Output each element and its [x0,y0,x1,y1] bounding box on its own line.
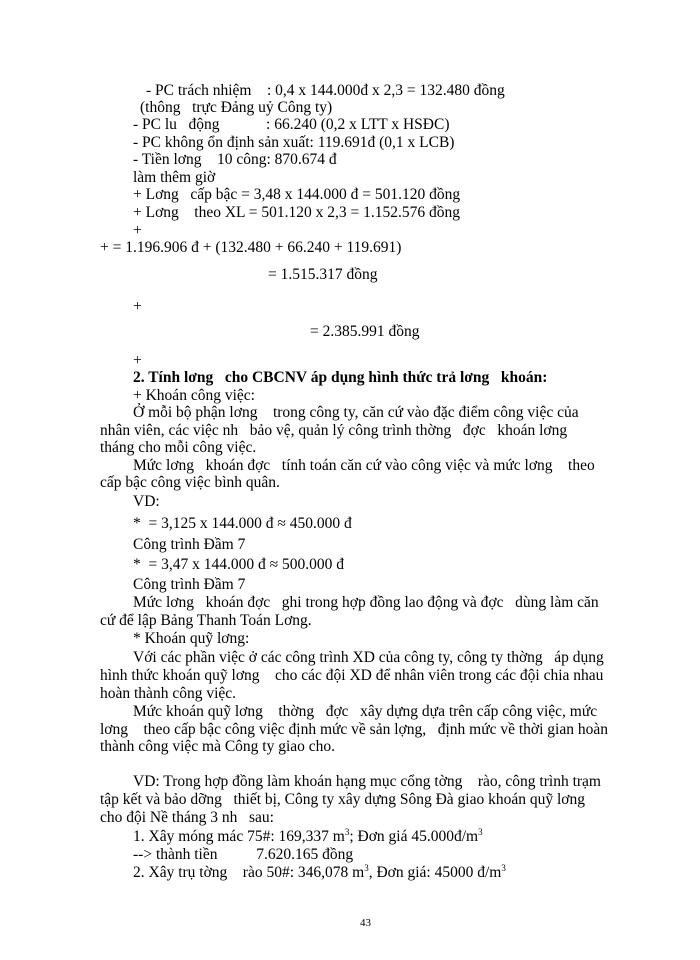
text-line: - PC trách nhiệm : 0,4 x 144.000đ x 2,3 = 132.480 đồng [146,82,505,99]
text-line: + Khoán công việc: [133,387,255,404]
text-line: (thông trực Đảng uỷ Công ty) [140,99,333,116]
page-number: 43 [360,917,371,929]
text-line: Mức khoán quỹ lơng thờng đợc xây dựng dựa trên cấp công việc, mức [133,703,598,720]
text-line: hình thức khoán quỹ lơng cho các đội XD để nhân viên trong các đội chia nhau [100,667,604,684]
text-line: + Lơng cấp bậc = 3,48 x 144.000 đ = 501.120 đồng [133,186,461,203]
text-line: * = 3,125 x 144.000 đ ≈ 450.000 đ [133,515,352,532]
text-line: --> thành tiền 7.620.165 đồng [133,846,354,863]
superscript-cube: 3 [344,826,350,837]
text-line: = 1.515.317 đồng [268,266,378,283]
text-line: VD: Trong hợp đồng làm khoán hạng mục cổng tờng rào, công trình trạm [133,773,601,790]
text-line: - PC không ổn định sản xuất: 119.691đ (0,1 x LCB) [133,134,455,151]
text-line: Với các phần việc ở các công trình XD của công ty, công ty thờng áp dụng [133,649,604,666]
text-line: hoàn thành công việc. [100,685,237,702]
text-line: Ở mỗi bộ phận lơng trong công ty, căn cứ vào đặc điểm công việc của [133,404,579,421]
text-line: Mức lơng khoán đợc ghi trong hợp đồng lao động và đợc dùng làm căn [133,594,599,611]
text-line: VD: [133,493,160,510]
unit-price-text: , Đơn giá: 45000 đ/m [368,864,502,881]
text-line: lơng theo cấp bậc công việc định mức về sản lợng, định mức về thời gian hoàn [100,721,608,738]
text-line: thành công việc mà Công ty giao cho. [100,738,336,755]
superscript-cube: 3 [501,862,506,873]
text-line: Công trình Đầm 7 [133,536,246,553]
text-line: * = 3,47 x 144.000 đ ≈ 500.000 đ [133,556,344,573]
text-line: tập kết và bảo dỡng thiết bị, Công ty xây dựng Sông Đà giao khoán quỹ lơng [100,791,585,808]
text-line: - Tiền lơng 10 công: 870.674 đ [133,151,337,168]
text-line: nhân viên, các việc nh bảo vệ, quản lý công trình thờng đợc khoán lơng [100,422,568,439]
text-line: * Khoán quỹ lơng: [133,630,250,647]
text-line-with-units [133,828,483,846]
text-line: + Lơng theo XL = 501.120 x 2,3 = 1.152.576 đồng [133,204,461,221]
text-line-with-units [133,864,506,882]
text-line: - PC lu động : 66.240 (0,2 x LTT x HSĐC) [133,116,450,133]
text-line: cấp bậc công việc bình quân. [100,474,280,491]
superscript-cube: 3 [364,862,369,873]
text-line: Công trình Đầm 7 [133,576,246,593]
text-line: + [133,222,142,239]
text-line: + [133,298,142,315]
volume-text: 2. Xây trụ tờng rào 50#: 346,078 m [133,864,365,881]
text-line: + = 1.196.906 đ + (132.480 + 66.240 + 119.691) [100,239,402,256]
text-line: = 2.385.991 đồng [310,323,420,340]
superscript-cube: 3 [478,826,483,837]
section-heading: 2. Tính lơng cho CBCNV áp dụng hình thức trả lơng khoán: [133,369,548,386]
unit-price-text: ; Đơn giá 45.000đ/m [349,828,479,845]
text-line: + [133,352,142,369]
text-line: tháng cho mỗi công việc. [100,439,257,456]
text-line: cứ để lập Bảng Thanh Toán Lơng. [100,612,312,629]
text-line: làm thêm giờ [133,169,216,186]
text-line: Mức lơng khoán đợc tính toán căn cứ vào công việc và mức lơng theo [133,457,595,474]
volume-text: 1. Xây móng mác 75#: 169,337 m [133,828,345,845]
text-line: cho đội Nề tháng 3 nh sau: [100,809,274,826]
